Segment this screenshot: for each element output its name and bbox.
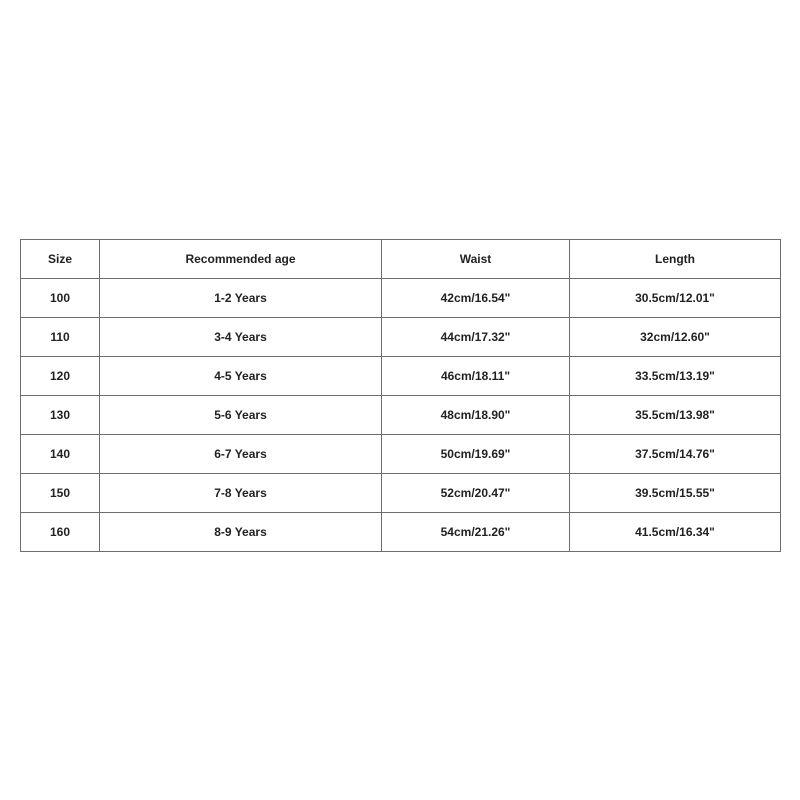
cell-size: 110 bbox=[21, 318, 100, 357]
cell-length: 41.5cm/16.34" bbox=[570, 513, 781, 552]
cell-recommended-age: 5-6 Years bbox=[100, 396, 382, 435]
cell-recommended-age: 8-9 Years bbox=[100, 513, 382, 552]
table-row bbox=[21, 357, 781, 396]
table-row bbox=[21, 279, 781, 318]
cell-recommended-age: 4-5 Years bbox=[100, 357, 382, 396]
cell-length: 30.5cm/12.01" bbox=[570, 279, 781, 318]
cell-length: 32cm/12.60" bbox=[570, 318, 781, 357]
cell-recommended-age: 1-2 Years bbox=[100, 279, 382, 318]
cell-length: 35.5cm/13.98" bbox=[570, 396, 781, 435]
cell-waist: 46cm/18.11" bbox=[382, 357, 570, 396]
table-row bbox=[21, 318, 781, 357]
cell-length: 37.5cm/14.76" bbox=[570, 435, 781, 474]
cell-recommended-age: 6-7 Years bbox=[100, 435, 382, 474]
header-waist: Waist bbox=[382, 240, 570, 279]
table-header-row bbox=[21, 240, 781, 279]
cell-size: 160 bbox=[21, 513, 100, 552]
cell-recommended-age: 7-8 Years bbox=[100, 474, 382, 513]
cell-waist: 42cm/16.54" bbox=[382, 279, 570, 318]
header-length: Length bbox=[570, 240, 781, 279]
table-row bbox=[21, 435, 781, 474]
cell-waist: 44cm/17.32" bbox=[382, 318, 570, 357]
table-row bbox=[21, 513, 781, 552]
cell-waist: 52cm/20.47" bbox=[382, 474, 570, 513]
cell-size: 120 bbox=[21, 357, 100, 396]
header-size: Size bbox=[21, 240, 100, 279]
cell-size: 130 bbox=[21, 396, 100, 435]
cell-size: 100 bbox=[21, 279, 100, 318]
header-recommended-age: Recommended age bbox=[100, 240, 382, 279]
size-chart-table bbox=[20, 239, 781, 552]
cell-waist: 48cm/18.90" bbox=[382, 396, 570, 435]
cell-length: 39.5cm/15.55" bbox=[570, 474, 781, 513]
cell-recommended-age: 3-4 Years bbox=[100, 318, 382, 357]
table-row bbox=[21, 474, 781, 513]
cell-waist: 54cm/21.26" bbox=[382, 513, 570, 552]
cell-waist: 50cm/19.69" bbox=[382, 435, 570, 474]
cell-size: 140 bbox=[21, 435, 100, 474]
table-row bbox=[21, 396, 781, 435]
cell-size: 150 bbox=[21, 474, 100, 513]
cell-length: 33.5cm/13.19" bbox=[570, 357, 781, 396]
